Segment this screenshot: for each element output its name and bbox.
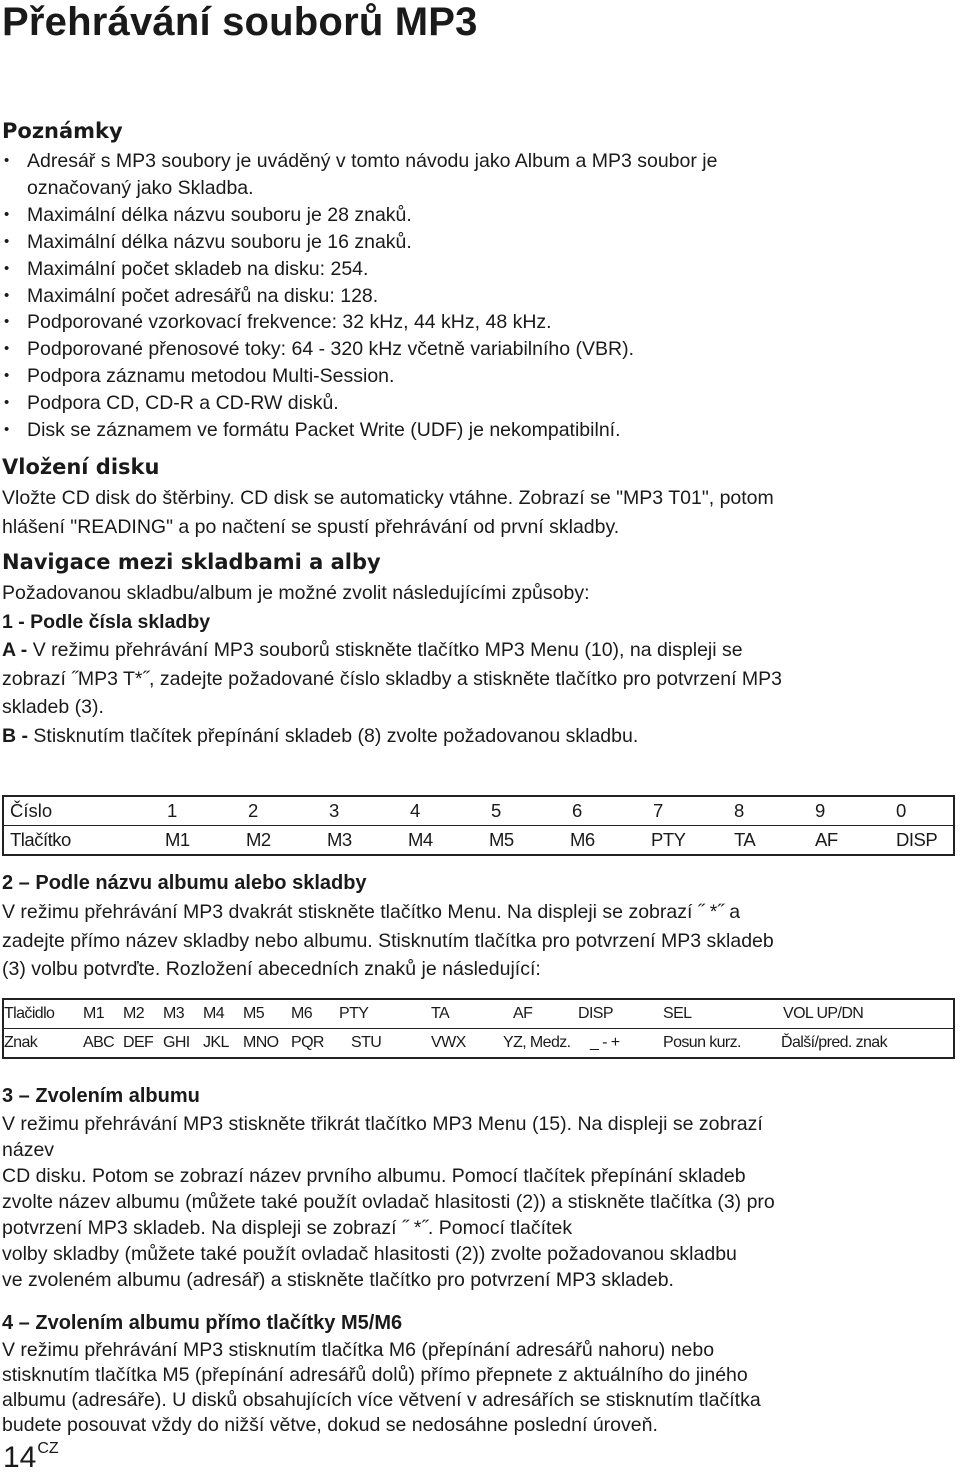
table-cell: TA <box>425 999 503 1029</box>
table-cell: 4 <box>404 796 485 826</box>
table-cell: GHI <box>163 1034 190 1051</box>
table-cell: ABC <box>83 1034 115 1051</box>
notes-heading: Poznámky <box>2 119 123 143</box>
table-cell: M5 <box>243 999 291 1029</box>
notes-item: • Podpora CD, CD-R a CD-RW disků. <box>2 390 717 417</box>
nav-intro: Požadovanou skladbu/album je možné zvolit následujícími způsoby: <box>2 582 590 604</box>
table-cell: M1 <box>83 999 123 1029</box>
text-line: CD disku. Potom se zobrazí název prvního albumu. Pomocí tlačítek přepínání skladeb <box>2 1165 746 1187</box>
table-cell: M1 <box>165 829 190 850</box>
text-line: Vložte CD disk do štěrbiny. CD disk se automaticky vtáhne. Zobrazí se "MP3 T01", potom <box>2 487 774 509</box>
text-line: stisknutím tlačítka M5 (přepínání adresářů dolů) přímo přepnete z aktuálního do jiného <box>2 1364 748 1386</box>
table-cell: M4 <box>203 999 243 1029</box>
text-line: (3) volbu potvrďte. Rozložení abecedních znaků je následující: <box>2 958 541 981</box>
table-cell: AF <box>815 829 838 850</box>
text-line: V režimu přehrávání MP3 dvakrát stiskněte tlačítko Menu. Na displeji se zobrazí ˝ *˝ a <box>2 901 741 923</box>
table-cell: _ - + <box>590 1034 620 1051</box>
insert-heading: Vložení disku <box>2 455 160 479</box>
table-cell: M2 <box>123 999 163 1029</box>
notes-item: • Maximální délka názvu souboru je 28 znaků. <box>2 202 717 229</box>
table-cell: STU <box>351 1034 382 1051</box>
insert-text <box>2 484 774 541</box>
table-cell: PTY <box>651 829 686 850</box>
text-line: Stisknutím tlačítek přepínání skladeb (8) zvolte požadovanou skladbu. <box>28 724 639 747</box>
notes-item: • Maximální počet adresářů na disku: 128. <box>2 283 717 310</box>
text-line: V režimu přehrávání MP3 stiskněte třikrát tlačítko MP3 Menu (15). Na displeji se zobrazí <box>2 1113 763 1135</box>
table-cell: 5 <box>485 796 566 826</box>
text-line: hlášení "READING" a po načtení se spustí přehrávání od první skladby. <box>2 515 620 538</box>
table-row <box>3 1029 954 1059</box>
table-cell: M3 <box>327 829 352 850</box>
sec4-heading: 4 – Zvolením albumu přímo tlačítky M5/M6 <box>2 1312 403 1334</box>
text-line: V režimu přehrávání MP3 stisknutím tlačítka M6 (přepínání adresářů nahoru) nebo <box>2 1339 715 1361</box>
table-cell: PQR <box>291 1034 324 1051</box>
nav-text <box>2 579 782 751</box>
sec4-text <box>2 1338 761 1438</box>
nav-sub1: 1 - Podle čísla skladby <box>2 610 211 633</box>
notes-list <box>2 148 717 444</box>
text-line: zobrazí ˝MP3 T*˝, zadejte požadované číslo skladby a stiskněte tlačítko pro potvrzení MP3 <box>2 667 783 690</box>
text-line: albumu (adresáře). U disků obsahujících více větvení v adresářích se stisknutím tlačítka <box>2 1389 761 1411</box>
table-cell: Číslo <box>3 796 161 826</box>
sec3-heading: 3 – Zvolením albumu <box>2 1085 200 1107</box>
nav-heading: Navigace mezi skladbami a alby <box>2 550 381 574</box>
table-cell: AF <box>503 999 578 1029</box>
text-line: skladeb (3). <box>2 696 104 719</box>
text-line: potvrzení MP3 skladeb. Na displeji se zobrazí ˝ *˝. Pomocí tlačítek <box>2 1217 573 1239</box>
table-cell: 7 <box>647 796 728 826</box>
nav-a-label: A - <box>2 639 28 662</box>
page-number-value: 14 <box>3 1441 37 1474</box>
text-line: zadejte přímo název skladby nebo albumu. Stisknutím tlačítka pro potvrzení MP3 skladeb <box>2 929 774 952</box>
table-cell: VOL UP/DN <box>781 999 954 1029</box>
notes-item: • Maximální délka názvu souboru je 16 znaků. <box>2 229 717 256</box>
table-cell: M3 <box>163 999 203 1029</box>
table-cell: Znak <box>4 1034 38 1051</box>
text-line: V režimu přehrávání MP3 souborů stiskněte tlačítko MP3 Menu (10), na displeji se <box>27 639 743 662</box>
table-cell: Posun kurz. <box>663 1034 741 1051</box>
nav-b-line <box>2 722 782 751</box>
text-line: budete posouvat vždy do nižší větve, dokud se nedosáhne poslední úroveň. <box>2 1414 658 1436</box>
table-cell: 9 <box>809 796 890 826</box>
text-line: ve zvoleném albumu (adresář) a stiskněte tlačítko pro potvrzení MP3 skladeb. <box>2 1269 674 1291</box>
table-cell: 8 <box>728 796 809 826</box>
table-cell: M2 <box>246 829 271 850</box>
notes-item: • Disk se záznamem ve formátu Packet Write (UDF) je nekompatibilní. <box>2 417 717 444</box>
character-table <box>2 998 955 1059</box>
table-row <box>3 999 954 1029</box>
table-cell: PTY <box>339 999 425 1029</box>
notes-item: • Podpora záznamu metodou Multi-Session. <box>2 363 717 390</box>
table-row <box>3 796 954 826</box>
nav-a-line <box>2 636 782 665</box>
notes-item: • Adresář s MP3 soubory je uváděný v tomto návodu jako Album a MP3 soubor je <box>2 148 717 175</box>
page-number <box>3 1440 59 1475</box>
page-language: CZ <box>37 1440 59 1457</box>
nav-b-label: B - <box>2 724 28 747</box>
table-cell: VWX <box>431 1034 466 1051</box>
table-cell: JKL <box>203 1034 229 1051</box>
table-cell: Tlačítko <box>10 829 71 850</box>
notes-item: • Podporované přenosové toky: 64 - 320 kHz včetně variabilního (VBR). <box>2 336 717 363</box>
sec2-heading: 2 – Podle názvu albumu alebo skladby <box>2 872 367 894</box>
table-cell: Tlačidlo <box>3 999 83 1029</box>
table-cell: DEF <box>123 1034 154 1051</box>
sec2-text <box>2 898 774 984</box>
notes-item: označovaný jako Skladba. <box>27 176 254 199</box>
table-cell: 0 <box>890 796 954 826</box>
table-cell: M6 <box>570 829 595 850</box>
table-cell: M5 <box>489 829 514 850</box>
table-cell: M4 <box>408 829 433 850</box>
table-cell: 6 <box>566 796 647 826</box>
text-line: zvolte název albumu (můžete také použít ovladač hlasitosti (2)) a stiskněte tlačítka (3) pro <box>2 1191 775 1213</box>
notes-item: • Podporované vzorkovací frekvence: 32 kHz, 44 kHz, 48 kHz. <box>2 309 717 336</box>
notes-item: • Maximální počet skladeb na disku: 254. <box>2 256 717 283</box>
sec3-text <box>2 1111 775 1293</box>
text-line: volby skladby (můžete také použít ovladač hlasitosti (2)) zvolte požadovanou skladbu <box>2 1243 737 1265</box>
table-cell: YZ, Medz. <box>503 1034 571 1051</box>
table-cell: M6 <box>291 999 339 1029</box>
table-cell: Ďalší/pred. znak <box>781 1034 888 1051</box>
table-cell: TA <box>734 829 756 850</box>
table-cell: 2 <box>242 796 323 826</box>
page-title: Přehrávání souborů MP3 <box>2 0 478 44</box>
table-cell: MNO <box>243 1034 279 1051</box>
table-cell: 1 <box>161 796 242 826</box>
track-number-table <box>2 795 955 856</box>
table-cell: DISP <box>578 999 663 1029</box>
table-cell: 3 <box>323 796 404 826</box>
text-line: název <box>2 1139 55 1161</box>
table-cell: DISP <box>896 829 938 850</box>
table-row <box>3 826 954 856</box>
table-cell: SEL <box>663 999 781 1029</box>
